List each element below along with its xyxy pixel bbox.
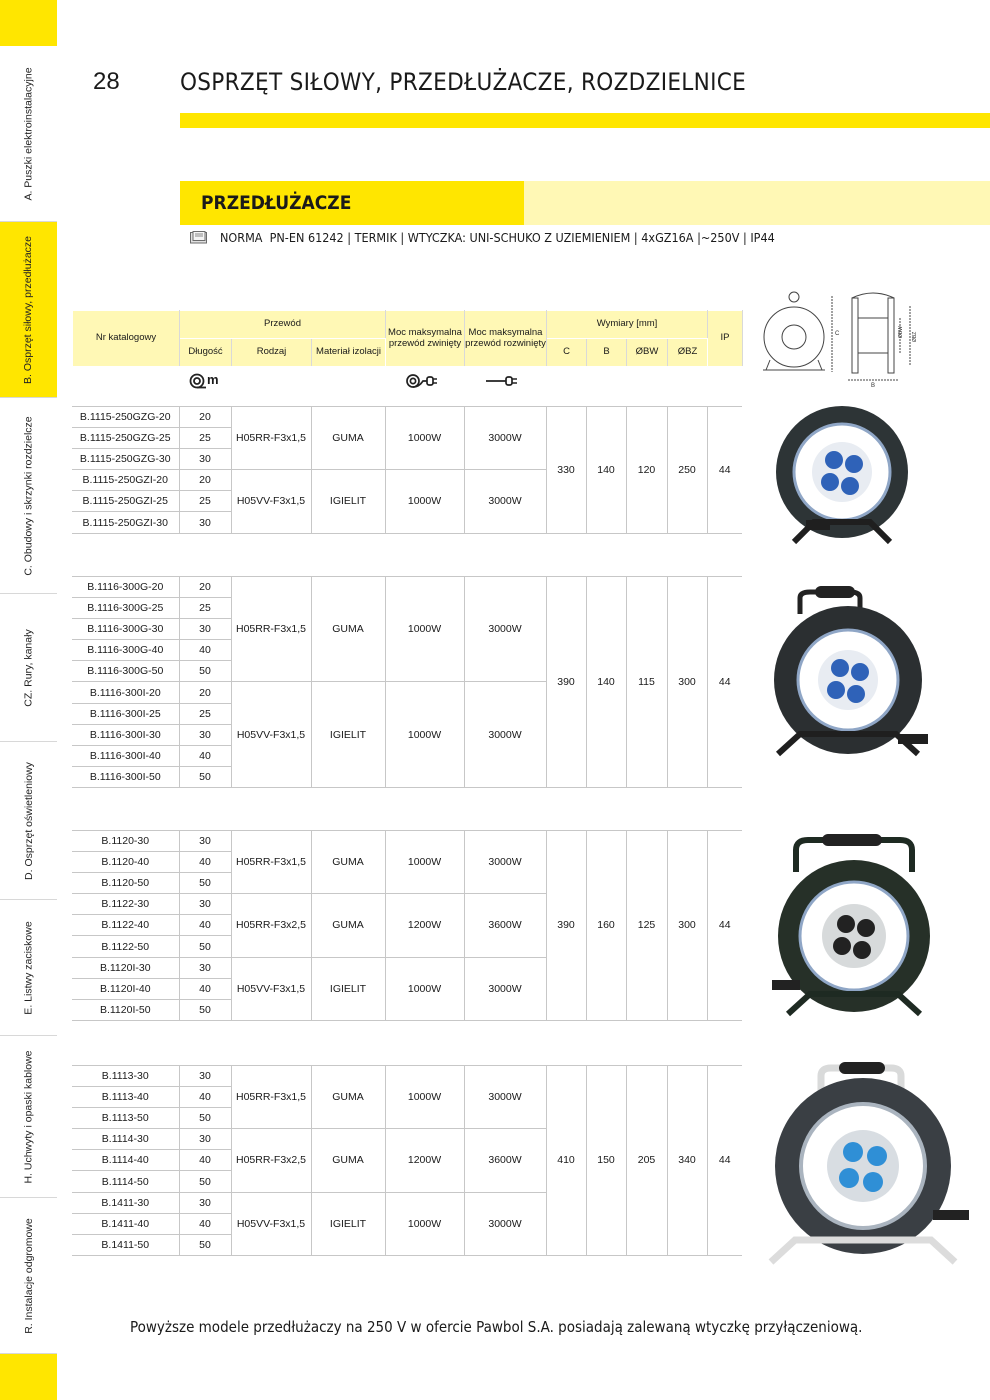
power-coiled-cell: 1200W xyxy=(385,1129,464,1192)
page-number: 28 xyxy=(93,68,120,95)
catalog-number-cell: B.1115-250GZG-20 xyxy=(72,407,179,428)
catalog-number-cell: B.1116-300I-40 xyxy=(72,745,179,766)
sidebar-bottom-accent xyxy=(0,1354,57,1400)
catalog-number-cell: B.1120-30 xyxy=(72,831,179,852)
norm-text: NORMA PN-EN 61242 | TERMIK | WTYCZKA: UNI-SCHUKO Z UZIEMIENIEM | 4xGZ16A |~250V | IP44 xyxy=(220,230,775,245)
footer-note: Powyższe modele przedłużaczy na 250 V w ofercie Pawbol S.A. posiadają zalewaną wtyczkę przyłączeniową. xyxy=(130,1318,863,1336)
cable-type-cell: H05VV-F3x1,5 xyxy=(231,682,311,787)
diagram-label-bw: ØBW xyxy=(898,326,904,338)
dimension-bw-cell: 115 xyxy=(626,577,667,788)
length-cell: 30 xyxy=(179,894,231,915)
th-ip: IP xyxy=(708,311,743,367)
insulation-cell: GUMA xyxy=(311,1129,385,1192)
insulation-cell: GUMA xyxy=(311,831,385,894)
catalog-number-cell: B.1116-300G-50 xyxy=(72,661,179,682)
catalog-number-cell: B.1120I-30 xyxy=(72,957,179,978)
page-title: OSPRZĘT SIŁOWY, PRZEDŁUŻACZE, ROZDZIELNICE xyxy=(180,68,747,96)
dimension-diagram xyxy=(760,288,920,388)
length-cell: 40 xyxy=(179,1087,231,1108)
catalog-number-cell: B.1120-40 xyxy=(72,852,179,873)
th-type: Rodzaj xyxy=(232,339,312,367)
dimension-bz-cell: 250 xyxy=(667,407,707,534)
coiled-plug-icon xyxy=(405,373,439,389)
catalog-number-cell: B.1114-40 xyxy=(72,1150,179,1171)
catalog-number-cell: B.1411-30 xyxy=(72,1192,179,1213)
power-uncoiled-cell: 3000W xyxy=(464,1066,546,1129)
product-table-block xyxy=(72,406,742,534)
catalog-number-cell: B.1114-50 xyxy=(72,1171,179,1192)
length-cell: 40 xyxy=(179,1213,231,1234)
dimension-bz-cell: 300 xyxy=(667,577,707,788)
length-cell: 30 xyxy=(179,1066,231,1087)
dimension-bw-cell: 205 xyxy=(626,1066,667,1256)
length-cell: 30 xyxy=(179,1129,231,1150)
table-row xyxy=(72,831,742,852)
length-cell: 40 xyxy=(179,852,231,873)
length-cell: 40 xyxy=(179,978,231,999)
insulation-cell: GUMA xyxy=(311,1066,385,1129)
dimension-ip-cell: 44 xyxy=(707,831,742,1021)
power-coiled-cell: 1000W xyxy=(385,407,464,470)
unit-icon-row xyxy=(72,370,742,392)
power-uncoiled-cell: 3600W xyxy=(464,1129,546,1192)
th-b: B xyxy=(587,339,627,367)
power-coiled-cell: 1200W xyxy=(385,894,464,957)
sidebar-tab-cz[interactable] xyxy=(0,594,57,742)
length-cell: 30 xyxy=(179,831,231,852)
length-cell: 20 xyxy=(179,407,231,428)
catalog-number-cell: B.1113-40 xyxy=(72,1087,179,1108)
power-coiled-cell: 1000W xyxy=(385,957,464,1020)
length-cell: 50 xyxy=(179,1234,231,1255)
sidebar-tab-label: C. Obudowy i skrzynki rozdzielcze xyxy=(22,415,35,576)
catalog-number-cell: B.1116-300G-20 xyxy=(72,577,179,598)
power-coiled-cell: 1000W xyxy=(385,1066,464,1129)
catalog-number-cell: B.1115-250GZI-20 xyxy=(72,470,179,491)
cable-reel-image-4 xyxy=(765,1060,975,1268)
sidebar-tab-r[interactable] xyxy=(0,1198,57,1354)
catalog-number-cell: B.1122-50 xyxy=(72,936,179,957)
length-cell: 40 xyxy=(179,915,231,936)
length-cell: 30 xyxy=(179,724,231,745)
sidebar-tab-h[interactable] xyxy=(0,1036,57,1198)
table-row xyxy=(72,577,742,598)
dimension-c-cell: 410 xyxy=(546,1066,586,1256)
th-c: C xyxy=(547,339,587,367)
dimension-b-cell: 140 xyxy=(586,577,626,788)
th-bz: ØBZ xyxy=(668,339,708,367)
dimension-c-cell: 390 xyxy=(546,577,586,788)
section-index xyxy=(0,0,57,1400)
dimension-bz-cell: 300 xyxy=(667,831,707,1021)
catalog-number-cell: B.1116-300G-25 xyxy=(72,598,179,619)
length-cell: 50 xyxy=(179,936,231,957)
catalog-number-cell: B.1120I-40 xyxy=(72,978,179,999)
cable-type-cell: H05RR-F3x1,5 xyxy=(231,577,311,682)
catalog-number-cell: B.1120I-50 xyxy=(72,999,179,1020)
length-cell: 25 xyxy=(179,491,231,512)
cable-type-cell: H05RR-F3x1,5 xyxy=(231,831,311,894)
dimension-ip-cell: 44 xyxy=(707,407,742,534)
catalog-number-cell: B.1116-300G-30 xyxy=(72,619,179,640)
cable-reel-image-3 xyxy=(770,832,935,1022)
section-title: PRZEDŁUŻACZE xyxy=(201,192,352,214)
catalog-number-cell: B.1411-50 xyxy=(72,1234,179,1255)
diagram-label-bz: ØBZ xyxy=(912,331,918,342)
cable-type-cell: H05VV-F3x1,5 xyxy=(231,1192,311,1255)
diagram-label-b: B xyxy=(871,383,876,388)
power-coiled-cell: 1000W xyxy=(385,682,464,787)
power-uncoiled-cell: 3000W xyxy=(464,470,546,533)
catalog-number-cell: B.1116-300I-25 xyxy=(72,703,179,724)
catalog-number-cell: B.1116-300I-30 xyxy=(72,724,179,745)
th-bw: ØBW xyxy=(627,339,668,367)
th-power-uncoiled: Moc maksymalna przewód rozwinięty xyxy=(465,311,547,367)
norm-line xyxy=(190,230,775,245)
dimension-b-cell: 140 xyxy=(586,407,626,534)
catalog-number-cell: B.1411-40 xyxy=(72,1213,179,1234)
th-power-coiled: Moc maksymalna przewód zwinięty xyxy=(386,311,465,367)
cable-type-cell: H05VV-F3x1,5 xyxy=(231,470,311,533)
cable-type-cell: H05RR-F3x1,5 xyxy=(231,407,311,470)
length-cell: 50 xyxy=(179,873,231,894)
length-cell: 30 xyxy=(179,957,231,978)
length-cell: 20 xyxy=(179,682,231,703)
length-cell: 40 xyxy=(179,745,231,766)
length-cell: 50 xyxy=(179,1171,231,1192)
sidebar-tab-label: D. Osprzęt oświetleniowy xyxy=(22,761,35,880)
product-table-block xyxy=(72,830,742,1021)
sidebar-tab-label: CZ. Rury, kanały xyxy=(22,628,35,707)
length-cell: 30 xyxy=(179,619,231,640)
catalog-number-cell: B.1115-250GZG-25 xyxy=(72,428,179,449)
insulation-cell: IGIELIT xyxy=(311,682,385,787)
cable-type-cell: H05RR-F3x2,5 xyxy=(231,1129,311,1192)
length-cell: 30 xyxy=(179,512,231,533)
sidebar-tab-b[interactable] xyxy=(0,222,57,398)
catalog-number-cell: B.1114-30 xyxy=(72,1129,179,1150)
length-cell: 30 xyxy=(179,1192,231,1213)
dimension-bw-cell: 120 xyxy=(626,407,667,534)
sidebar-tab-label: E. Listwy zaciskowe xyxy=(22,920,35,1015)
cable-reel-image-2 xyxy=(770,584,935,762)
sidebar-tab-label: A. Puszki elektroinstalacyjne xyxy=(22,66,35,201)
power-uncoiled-cell: 3000W xyxy=(464,407,546,470)
dimension-c-cell: 390 xyxy=(546,831,586,1021)
length-cell: 50 xyxy=(179,1108,231,1129)
cable-type-cell: H05RR-F3x2,5 xyxy=(231,894,311,957)
power-coiled-cell: 1000W xyxy=(385,577,464,682)
section-title-box xyxy=(180,181,524,225)
power-coiled-cell: 1000W xyxy=(385,1192,464,1255)
dimension-ip-cell: 44 xyxy=(707,1066,742,1256)
power-coiled-cell: 1000W xyxy=(385,831,464,894)
dimension-b-cell: 150 xyxy=(586,1066,626,1256)
power-uncoiled-cell: 3000W xyxy=(464,1192,546,1255)
sidebar-tab-a[interactable] xyxy=(0,46,57,222)
catalog-number-cell: B.1115-250GZI-25 xyxy=(72,491,179,512)
power-coiled-cell: 1000W xyxy=(385,470,464,533)
catalog-number-cell: B.1115-250GZG-30 xyxy=(72,449,179,470)
spec-table-header xyxy=(72,310,743,367)
cable-reel-image-1 xyxy=(770,402,920,550)
dimension-ip-cell: 44 xyxy=(707,577,742,788)
catalog-number-cell: B.1116-300G-40 xyxy=(72,640,179,661)
th-insulation: Materiał izolacji xyxy=(312,339,386,367)
power-uncoiled-cell: 3600W xyxy=(464,894,546,957)
th-catalog: Nr katalogowy xyxy=(73,311,180,367)
product-table-block xyxy=(72,1065,742,1256)
insulation-cell: IGIELIT xyxy=(311,957,385,1020)
unit-m: m xyxy=(207,372,219,387)
insulation-cell: GUMA xyxy=(311,894,385,957)
diagram-label-c: C xyxy=(835,331,840,337)
sidebar-tab-d[interactable] xyxy=(0,742,57,900)
length-cell: 40 xyxy=(179,640,231,661)
length-cell: 30 xyxy=(179,449,231,470)
sidebar-tab-label: H. Uchwyty i opaski kablowe xyxy=(22,1049,35,1184)
sidebar-tab-c[interactable] xyxy=(0,398,57,594)
insulation-cell: GUMA xyxy=(311,407,385,470)
sidebar-tab-e[interactable] xyxy=(0,900,57,1036)
catalog-number-cell: B.1122-40 xyxy=(72,915,179,936)
insulation-cell: IGIELIT xyxy=(311,470,385,533)
uncoiled-plug-icon xyxy=(485,373,519,389)
sidebar-top-accent xyxy=(0,0,57,46)
cable-type-cell: H05VV-F3x1,5 xyxy=(231,957,311,1020)
length-cell: 50 xyxy=(179,661,231,682)
dimension-bw-cell: 125 xyxy=(626,831,667,1021)
length-cell: 20 xyxy=(179,577,231,598)
dimension-bz-cell: 340 xyxy=(667,1066,707,1256)
sidebar-tab-label: B. Osprzęt siłowy, przedłużacze xyxy=(22,235,35,384)
catalog-number-cell: B.1116-300I-50 xyxy=(72,766,179,787)
length-cell: 25 xyxy=(179,598,231,619)
cable-type-cell: H05RR-F3x1,5 xyxy=(231,1066,311,1129)
th-dimensions: Wymiary [mm] xyxy=(547,311,708,339)
length-cell: 25 xyxy=(179,428,231,449)
catalog-number-cell: B.1113-30 xyxy=(72,1066,179,1087)
th-cable: Przewód xyxy=(180,311,386,339)
power-uncoiled-cell: 3000W xyxy=(464,577,546,682)
catalog-number-cell: B.1122-30 xyxy=(72,894,179,915)
length-cell: 50 xyxy=(179,766,231,787)
insulation-cell: GUMA xyxy=(311,577,385,682)
power-uncoiled-cell: 3000W xyxy=(464,831,546,894)
insulation-cell: IGIELIT xyxy=(311,1192,385,1255)
dimension-c-cell: 330 xyxy=(546,407,586,534)
th-length: Długość xyxy=(180,339,232,367)
book-icon xyxy=(190,231,208,244)
table-row xyxy=(72,1066,742,1087)
catalog-number-cell: B.1115-250GZI-30 xyxy=(72,512,179,533)
catalog-number-cell: B.1120-50 xyxy=(72,873,179,894)
dimension-b-cell: 160 xyxy=(586,831,626,1021)
length-cell: 25 xyxy=(179,703,231,724)
catalog-number-cell: B.1113-50 xyxy=(72,1108,179,1129)
product-table-block xyxy=(72,576,742,788)
power-uncoiled-cell: 3000W xyxy=(464,682,546,787)
length-cell: 50 xyxy=(179,999,231,1020)
power-uncoiled-cell: 3000W xyxy=(464,957,546,1020)
length-cell: 40 xyxy=(179,1150,231,1171)
sidebar-tab-label: R. Instalacje odgromowe xyxy=(22,1217,35,1334)
table-row xyxy=(72,407,742,428)
coil-length-icon xyxy=(189,373,207,389)
catalog-number-cell: B.1116-300I-20 xyxy=(72,682,179,703)
header-accent-bar xyxy=(180,113,990,128)
length-cell: 20 xyxy=(179,470,231,491)
